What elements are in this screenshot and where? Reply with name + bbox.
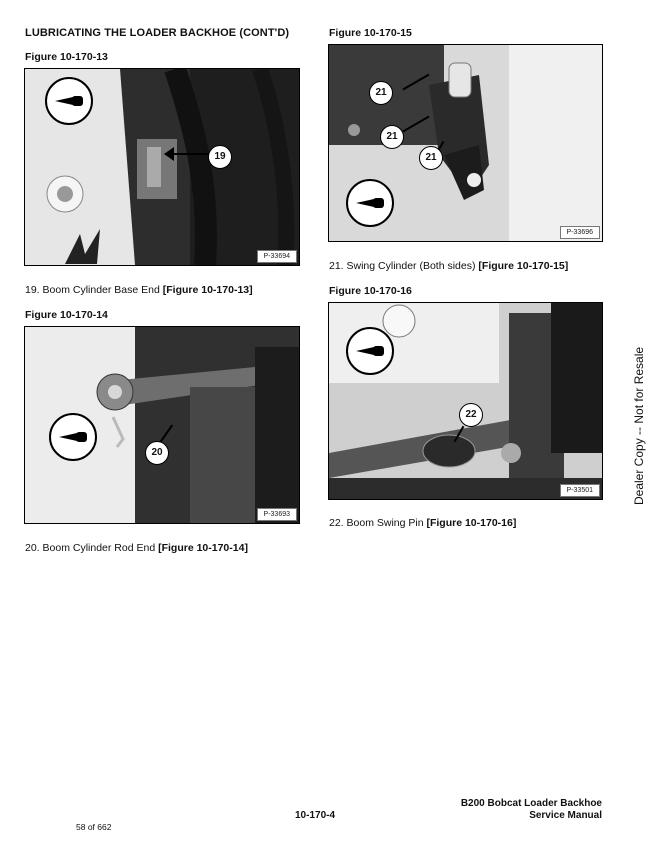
grease-gun-icon [45, 77, 93, 125]
callout-22: 22 [459, 403, 483, 427]
section-title: LUBRICATING THE LOADER BACKHOE (CONT'D) [25, 27, 290, 39]
photo-code: P-33693 [257, 508, 297, 521]
callout-21: 21 [380, 125, 404, 149]
photo-code: P-33694 [257, 250, 297, 263]
photo-code: P-33696 [560, 226, 600, 239]
page-number: 10-170-4 [295, 810, 336, 821]
callout-21: 21 [419, 146, 443, 170]
callout-21: 21 [369, 81, 393, 105]
step-22-caption: 22. Boom Swing Pin [Figure 10-170-16] [329, 517, 517, 529]
photo-code: P-33501 [560, 484, 600, 497]
step-21-caption: 21. Swing Cylinder (Both sides) [Figure 10-170-15] [329, 260, 569, 272]
callout-19: 19 [208, 145, 232, 169]
figure-label-15: Figure 10-170-15 [329, 27, 412, 39]
figure-10-170-14-photo [24, 326, 300, 524]
figure-reference[interactable]: [Figure 10-170-13] [162, 284, 253, 296]
figure-10-170-15-photo [328, 44, 603, 242]
step-20-caption: 20. Boom Cylinder Rod End [Figure 10-170-14] [25, 542, 248, 554]
figure-reference[interactable]: [Figure 10-170-14] [158, 542, 248, 554]
figure-label-13: Figure 10-170-13 [25, 51, 108, 63]
callout-20: 20 [145, 441, 169, 465]
manual-title: B200 Bobcat Loader Backhoe Service Manual [460, 798, 602, 821]
figure-label-16: Figure 10-170-16 [329, 285, 412, 297]
page-count: 58 of 662 [76, 822, 112, 832]
figure-reference[interactable]: [Figure 10-170-15] [478, 260, 569, 272]
figure-10-170-16-photo [328, 302, 603, 500]
figure-reference[interactable]: [Figure 10-170-16] [426, 517, 517, 529]
step-19-caption: 19. Boom Cylinder Base End [Figure 10-170-13] [25, 284, 253, 296]
grease-gun-icon [346, 179, 394, 227]
grease-gun-icon [346, 327, 394, 375]
dealer-copy-watermark: Dealer Copy -- Not for Resale [632, 346, 646, 505]
grease-gun-icon [49, 413, 97, 461]
figure-10-170-13-photo [24, 68, 300, 266]
figure-label-14: Figure 10-170-14 [25, 309, 108, 321]
